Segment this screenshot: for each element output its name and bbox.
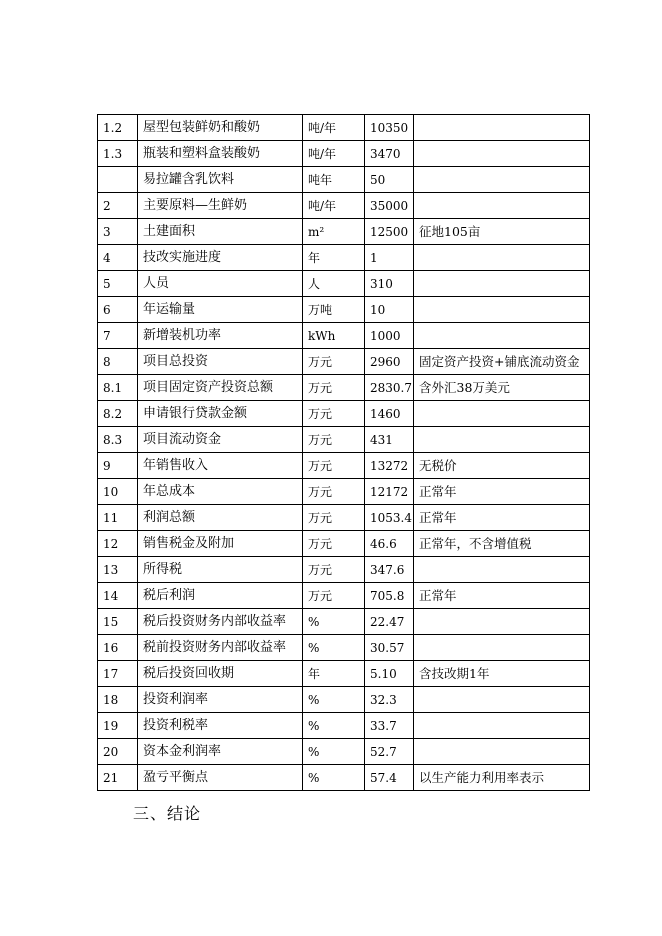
cell-item-name: 年总成本: [138, 479, 303, 505]
cell-value: 705.8: [365, 583, 414, 609]
cell-unit: 吨/年: [303, 115, 365, 141]
cell-no: 3: [98, 219, 138, 245]
cell-value: 3470: [365, 141, 414, 167]
table-row: [98, 375, 590, 401]
cell-value: 1460: [365, 401, 414, 427]
cell-unit: 万元: [303, 375, 365, 401]
cell-no: 18: [98, 687, 138, 713]
cell-value: 10350: [365, 115, 414, 141]
cell-item-name: 易拉罐含乳饮料: [138, 167, 303, 193]
cell-no: 20: [98, 739, 138, 765]
cell-no: 8.1: [98, 375, 138, 401]
cell-remark: [414, 271, 590, 297]
table-row: [98, 167, 590, 193]
cell-item-name: 税后投资财务内部收益率: [138, 609, 303, 635]
table-row: [98, 141, 590, 167]
cell-no: 1.3: [98, 141, 138, 167]
cell-remark: [414, 739, 590, 765]
cell-value: 5.10: [365, 661, 414, 687]
cell-unit: 万元: [303, 349, 365, 375]
cell-unit: %: [303, 765, 365, 791]
cell-item-name: 投资利税率: [138, 713, 303, 739]
cell-item-name: 税前投资财务内部收益率: [138, 635, 303, 661]
cell-unit: 万元: [303, 583, 365, 609]
cell-no: 6: [98, 297, 138, 323]
cell-unit: 万吨: [303, 297, 365, 323]
cell-value: 1: [365, 245, 414, 271]
cell-unit: m²: [303, 219, 365, 245]
cell-no: 11: [98, 505, 138, 531]
cell-no: 12: [98, 531, 138, 557]
cell-value: 12172: [365, 479, 414, 505]
cell-no: 1.2: [98, 115, 138, 141]
table-row: [98, 713, 590, 739]
cell-item-name: 年销售收入: [138, 453, 303, 479]
table-row: [98, 505, 590, 531]
cell-remark: 正常年，不含增值税: [414, 531, 590, 557]
cell-item-name: 利润总额: [138, 505, 303, 531]
cell-remark: 含技改期1年: [414, 661, 590, 687]
table-row: [98, 661, 590, 687]
table-row: [98, 323, 590, 349]
cell-remark: [414, 297, 590, 323]
cell-no: 19: [98, 713, 138, 739]
table-row: [98, 297, 590, 323]
table-row: [98, 479, 590, 505]
table-row: [98, 349, 590, 375]
table-row: [98, 219, 590, 245]
cell-no: 9: [98, 453, 138, 479]
cell-remark: 正常年: [414, 505, 590, 531]
cell-item-name: 销售税金及附加: [138, 531, 303, 557]
cell-value: 33.7: [365, 713, 414, 739]
table-row: [98, 245, 590, 271]
cell-no: 17: [98, 661, 138, 687]
cell-unit: %: [303, 609, 365, 635]
cell-item-name: 项目总投资: [138, 349, 303, 375]
cell-remark: [414, 323, 590, 349]
cell-no: 15: [98, 609, 138, 635]
cell-unit: 万元: [303, 531, 365, 557]
cell-value: 431: [365, 427, 414, 453]
cell-remark: [414, 687, 590, 713]
cell-value: 2830.7: [365, 375, 414, 401]
cell-remark: [414, 609, 590, 635]
cell-item-name: 税后投资回收期: [138, 661, 303, 687]
cell-unit: 吨/年: [303, 193, 365, 219]
cell-item-name: 税后利润: [138, 583, 303, 609]
table-row: [98, 271, 590, 297]
table-row: [98, 427, 590, 453]
cell-no: 10: [98, 479, 138, 505]
cell-unit: 吨/年: [303, 141, 365, 167]
cell-item-name: 土建面积: [138, 219, 303, 245]
cell-no: 21: [98, 765, 138, 791]
cell-remark: [414, 245, 590, 271]
cell-value: 1000: [365, 323, 414, 349]
cell-item-name: 盈亏平衡点: [138, 765, 303, 791]
table-row: [98, 531, 590, 557]
cell-remark: 征地105亩: [414, 219, 590, 245]
cell-unit: kWh: [303, 323, 365, 349]
cell-no: 8.2: [98, 401, 138, 427]
cell-value: 57.4: [365, 765, 414, 791]
cell-no: 2: [98, 193, 138, 219]
cell-item-name: 瓶装和塑料盒装酸奶: [138, 141, 303, 167]
cell-no: 13: [98, 557, 138, 583]
cell-remark: 固定资产投资+铺底流动资金: [414, 349, 590, 375]
cell-unit: 万元: [303, 453, 365, 479]
cell-unit: 人: [303, 271, 365, 297]
table-row: [98, 453, 590, 479]
cell-remark: [414, 141, 590, 167]
cell-value: 46.6: [365, 531, 414, 557]
cell-item-name: 主要原料—生鲜奶: [138, 193, 303, 219]
cell-item-name: 年运输量: [138, 297, 303, 323]
table-row: [98, 401, 590, 427]
cell-item-name: 屋型包装鲜奶和酸奶: [138, 115, 303, 141]
table-row: [98, 687, 590, 713]
cell-no: 4: [98, 245, 138, 271]
cell-unit: 万元: [303, 557, 365, 583]
cell-no: 8: [98, 349, 138, 375]
table-row: [98, 557, 590, 583]
cell-value: 52.7: [365, 739, 414, 765]
cell-item-name: 所得税: [138, 557, 303, 583]
cell-no: 16: [98, 635, 138, 661]
cell-value: 2960: [365, 349, 414, 375]
cell-value: 310: [365, 271, 414, 297]
cell-value: 347.6: [365, 557, 414, 583]
cell-item-name: 申请银行贷款金额: [138, 401, 303, 427]
cell-unit: 年: [303, 661, 365, 687]
table-row: [98, 635, 590, 661]
cell-unit: 万元: [303, 401, 365, 427]
cell-value: 13272: [365, 453, 414, 479]
cell-no: 8.3: [98, 427, 138, 453]
cell-value: 1053.4: [365, 505, 414, 531]
cell-no: 14: [98, 583, 138, 609]
section-title: 三、结论: [133, 804, 202, 823]
cell-remark: [414, 401, 590, 427]
cell-unit: 万元: [303, 505, 365, 531]
table-body: [98, 115, 590, 791]
cell-value: 10: [365, 297, 414, 323]
cell-unit: 吨年: [303, 167, 365, 193]
cell-item-name: 项目流动资金: [138, 427, 303, 453]
cell-unit: %: [303, 635, 365, 661]
indicator-table: [97, 114, 590, 791]
cell-unit: 年: [303, 245, 365, 271]
cell-unit: 万元: [303, 479, 365, 505]
cell-remark: [414, 193, 590, 219]
cell-remark: [414, 635, 590, 661]
cell-value: 12500: [365, 219, 414, 245]
cell-remark: 正常年: [414, 583, 590, 609]
cell-remark: 正常年: [414, 479, 590, 505]
cell-unit: %: [303, 739, 365, 765]
cell-item-name: 人员: [138, 271, 303, 297]
cell-remark: 以生产能力利用率表示: [414, 765, 590, 791]
cell-value: 30.57: [365, 635, 414, 661]
cell-value: 50: [365, 167, 414, 193]
cell-item-name: 技改实施进度: [138, 245, 303, 271]
cell-no: 7: [98, 323, 138, 349]
cell-remark: 含外汇38万美元: [414, 375, 590, 401]
cell-no: 5: [98, 271, 138, 297]
cell-remark: [414, 557, 590, 583]
cell-unit: %: [303, 687, 365, 713]
cell-remark: [414, 427, 590, 453]
table-row: [98, 193, 590, 219]
table-row: [98, 115, 590, 141]
cell-remark: 无税价: [414, 453, 590, 479]
table-row: [98, 583, 590, 609]
cell-item-name: 新增装机功率: [138, 323, 303, 349]
cell-item-name: 投资利润率: [138, 687, 303, 713]
cell-value: 32.3: [365, 687, 414, 713]
table-row: [98, 609, 590, 635]
cell-value: 35000: [365, 193, 414, 219]
cell-value: 22.47: [365, 609, 414, 635]
cell-unit: 万元: [303, 427, 365, 453]
cell-item-name: 项目固定资产投资总额: [138, 375, 303, 401]
table-row: [98, 739, 590, 765]
cell-remark: [414, 167, 590, 193]
cell-item-name: 资本金利润率: [138, 739, 303, 765]
cell-remark: [414, 713, 590, 739]
cell-remark: [414, 115, 590, 141]
table-row: [98, 765, 590, 791]
cell-unit: %: [303, 713, 365, 739]
cell-no: [98, 167, 138, 193]
